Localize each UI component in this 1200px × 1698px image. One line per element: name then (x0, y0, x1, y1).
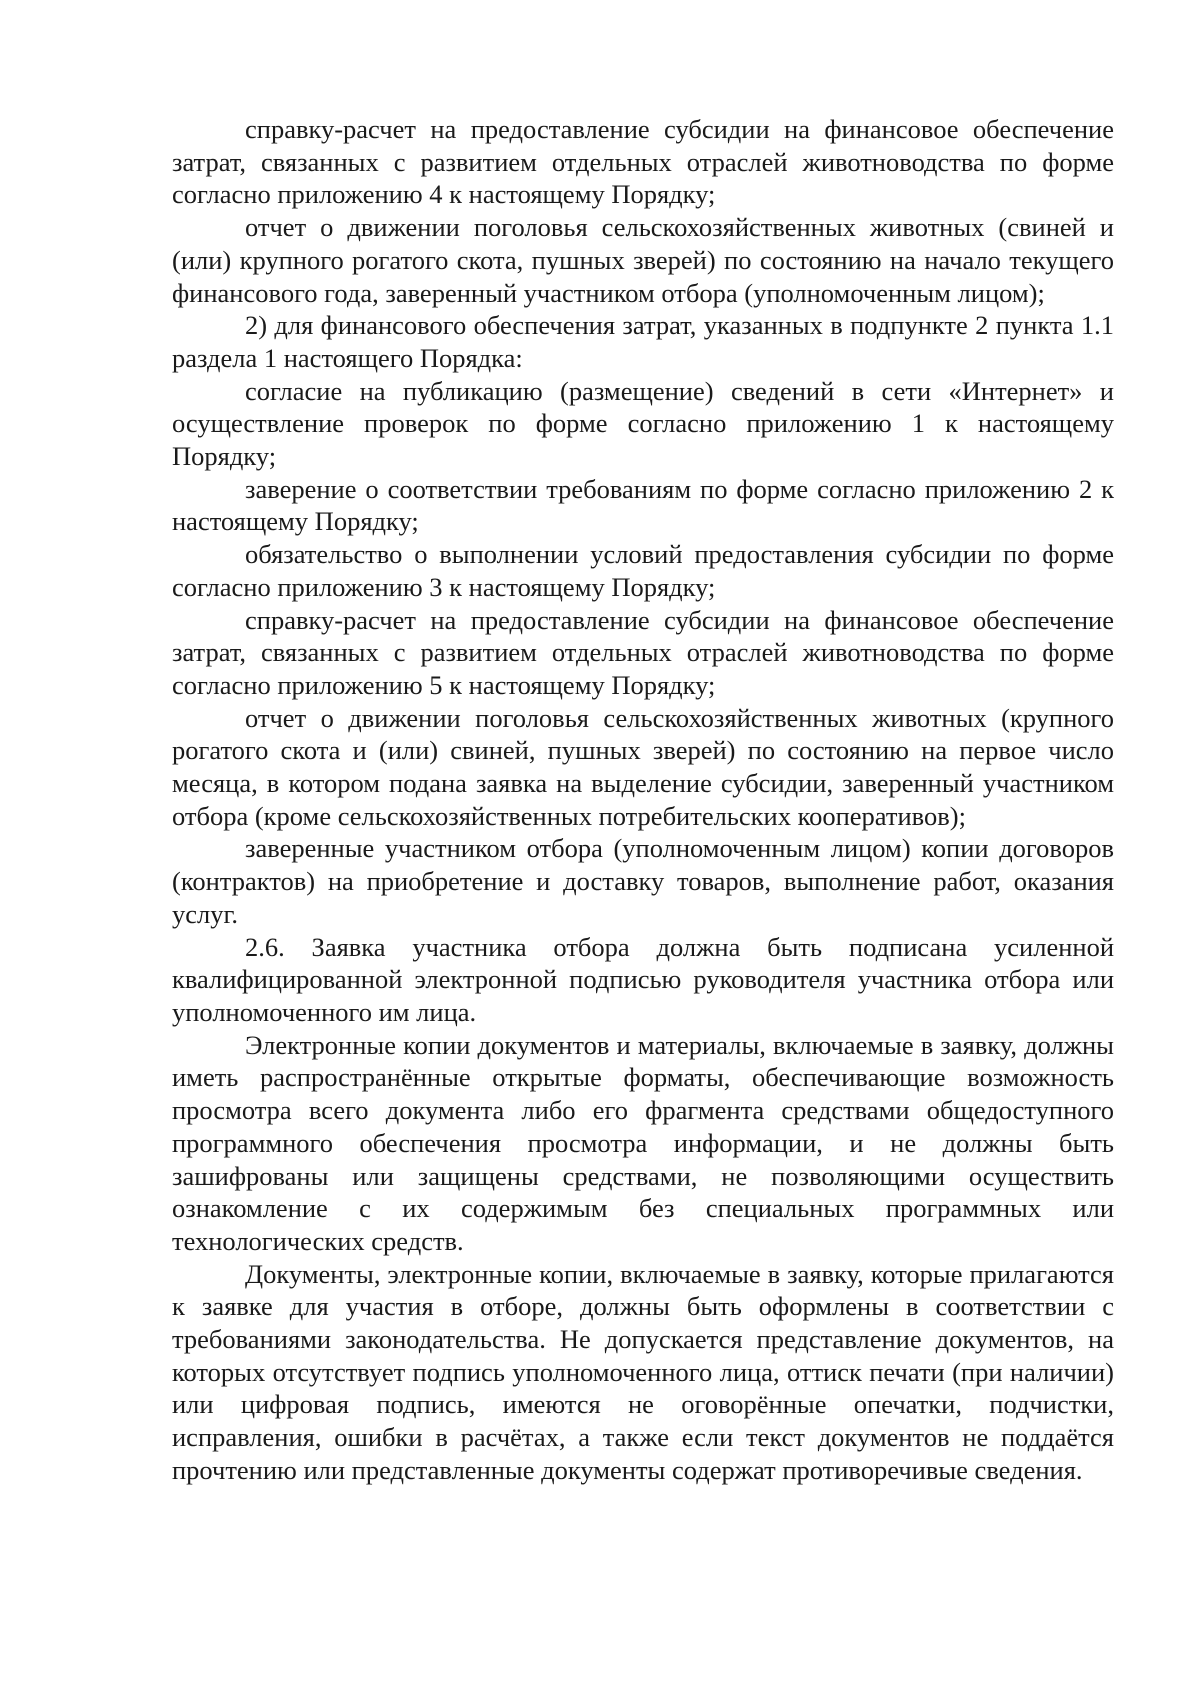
paragraph-obligation: обязательство о выполнении условий предоставления субсидии по форме согласно приложению 3 к настоящему Порядку; (172, 539, 1114, 602)
paragraph-electronic-copies: Электронные копии документов и материалы, включаемые в заявку, должны иметь распространённые открытые форматы, обеспечивающие возможность просмотра всего документа либо его фрагмента средствами общедоступного программного обеспечения просмотра информации, и не должны быть зашифрованы или защищены средствами, не позволяющими осуществить ознакомление с их содержимым без специальных программных или технологических средств. (172, 1029, 1114, 1256)
paragraph-livestock-report-month: отчет о движении поголовья сельскохозяйственных животных (крупного рогатого скота и (или) свиней, пушных зверей) по состоянию на первое число месяца, в котором подана заявка на выделение субсидии, заверенный участником отбора (кроме сельскохозяйственных потребительских кооперативов); (172, 702, 1114, 831)
paragraph-calculation-form-4: справку-расчет на предоставление субсидии на финансовое обеспечение затрат, связанных с развитием отдельных отраслей животноводства по форме согласно приложению 4 к настоящему Порядку; (172, 114, 1114, 210)
paragraph-item-2-6: 2.6. Заявка участника отбора должна быть подписана усиленной квалифицированной электронной подписью руководителя участника отбора или уполномоченного им лица. (172, 931, 1114, 1027)
paragraph-calculation-form-5: справку-расчет на предоставление субсидии на финансовое обеспечение затрат, связанных с развитием отдельных отраслей животноводства по форме согласно приложению 5 к настоящему Порядку; (172, 604, 1114, 700)
paragraph-compliance-assurance: заверение о соответствии требованиям по форме согласно приложению 2 к настоящему Порядку; (172, 473, 1114, 537)
document-body (172, 113, 1114, 1487)
paragraph-contract-copies: заверенные участником отбора (уполномоченным лицом) копии договоров (контрактов) на приобретение и доставку товаров, выполнение работ, оказания услуг. (172, 833, 1114, 929)
paragraph-livestock-report-start-year: отчет о движении поголовья сельскохозяйственных животных (свиней и (или) крупного рогатого скота, пушных зверей) по состоянию на начало текущего финансового года, заверенный участником отбора (уполномоченным лицом); (172, 212, 1114, 308)
paragraph-documents-requirements: Документы, электронные копии, включаемые в заявку, которые прилагаются к заявке для участия в отборе, должны быть оформлены в соответствии с требованиями законодательства. Не допускается представление документов, на которых отсутствует подпись уполномоченного лица, оттиск печати (при наличии) или цифровая подпись, имеются не оговорённые опечатки, подчистки, исправления, ошибки в расчётах, а также если текст документов не поддаётся прочтению или представленные документы содержат противоречивые сведения. (172, 1258, 1114, 1485)
paragraph-consent-publication: согласие на публикацию (размещение) сведений в сети «Интернет» и осуществление проверок по форме согласно приложению 1 к настоящему Порядку; (172, 375, 1114, 472)
paragraph-subitem-2: 2) для финансового обеспечения затрат, указанных в подпункте 2 пункта 1.1 раздела 1 настоящего Порядка: (172, 310, 1114, 373)
